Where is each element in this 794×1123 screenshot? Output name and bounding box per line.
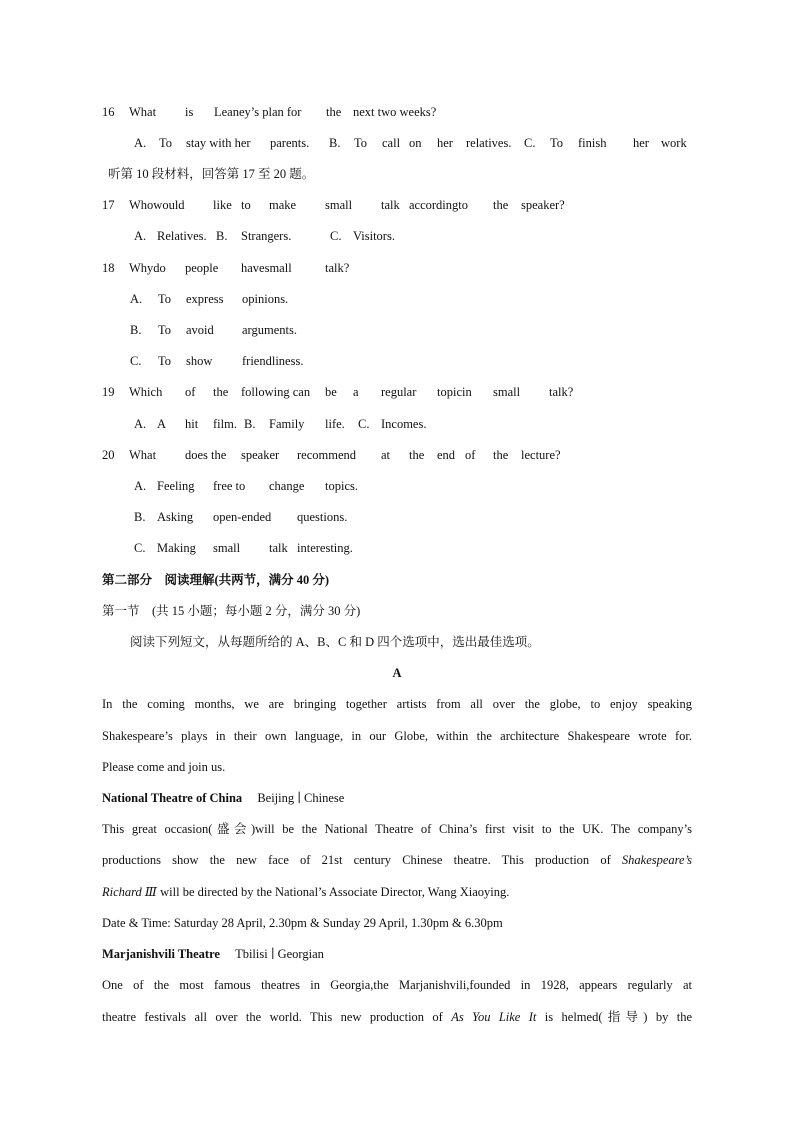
passage-label: A: [392, 666, 402, 680]
listening-instruction: 听第 10 段材料，回答第 17 至 20 题。: [108, 167, 315, 181]
option-b-text: open-ended: [213, 510, 272, 524]
question-word: talk?: [325, 261, 350, 275]
theatre-description-line: [102, 1009, 692, 1025]
theatre-description-line: This great occasion(盛会)will be the National Theatre of China’s first visit to the UK. The company’s: [102, 822, 692, 836]
option-b-text: life.: [325, 417, 345, 431]
option-c-text: To: [158, 354, 172, 368]
question-word: make: [269, 198, 297, 212]
option-a-text: stay with her: [186, 136, 251, 150]
intro-line: Please come and join us.: [102, 760, 226, 774]
question-word: next two weeks?: [353, 105, 437, 119]
question-word: does the: [185, 448, 227, 462]
theatre-description-line: One of the most famous theatres in Georgia,the Marjanishvili,founded in 1928, appears regularly at: [102, 978, 692, 992]
question-number: 18: [102, 261, 115, 275]
option-c-text: talk: [269, 541, 288, 555]
option-b-text: Strangers.: [241, 229, 292, 243]
option-a-text: change: [269, 479, 305, 493]
question-word: the: [326, 105, 342, 119]
option-a-text: hit: [185, 417, 199, 431]
option-c-text: small: [213, 541, 241, 555]
option-a-text: parents.: [270, 136, 310, 150]
option-c-text: work: [661, 136, 687, 150]
option-b-text: questions.: [297, 510, 348, 524]
option-c-mark: C.: [330, 229, 342, 243]
option-a-mark: A.: [134, 229, 147, 243]
question-word: the: [213, 385, 229, 399]
question-word: a: [353, 385, 359, 399]
question-word: Leaney’s plan for: [214, 105, 302, 119]
option-b-text: call: [382, 136, 401, 150]
theatre-description-line: [102, 852, 692, 868]
option-b-text: To: [158, 323, 172, 337]
question-word: lecture?: [521, 448, 561, 462]
option-b-mark: B.: [329, 136, 341, 150]
option-b-text: on: [409, 136, 422, 150]
theatre-description-line: [102, 884, 509, 900]
option-c-text: show: [186, 354, 213, 368]
option-c-text: To: [550, 136, 564, 150]
description-text: theatre festivals all over the world. This new production of: [102, 1010, 443, 1024]
option-c-mark: C.: [130, 354, 142, 368]
option-c-text: friendliness.: [242, 354, 304, 368]
question-word: recommend: [297, 448, 357, 462]
option-c-mark: C.: [358, 417, 370, 431]
question-word: Whowould: [129, 198, 185, 212]
question-word: like: [213, 198, 232, 212]
question-word: the: [493, 198, 509, 212]
option-a-text: topics.: [325, 479, 358, 493]
option-c-text: interesting.: [297, 541, 353, 555]
performance-datetime: Date & Time: Saturday 28 April, 2.30pm & Sunday 29 April, 1.30pm & 6.30pm: [102, 916, 503, 930]
option-b-mark: B.: [216, 229, 228, 243]
question-word: small: [493, 385, 521, 399]
play-title: As You Like It: [451, 1010, 537, 1024]
option-b-text: relatives.: [466, 136, 512, 150]
option-b-mark: B.: [130, 323, 142, 337]
option-c-mark: C.: [134, 541, 146, 555]
question-word: speaker: [241, 448, 280, 462]
option-c-text: Incomes.: [381, 417, 427, 431]
play-title: Richard Ⅲ: [102, 885, 157, 899]
theatre-location: Beijing ∣ Chinese: [257, 791, 345, 805]
question-word: small: [325, 198, 353, 212]
theatre-name: Marjanishvili Theatre: [102, 947, 220, 961]
option-a-text: Feeling: [157, 479, 195, 493]
description-text: is helmed(指导) by the: [544, 1010, 693, 1024]
question-word: Which: [129, 385, 163, 399]
option-c-text: her: [633, 136, 649, 150]
question-word: speaker?: [521, 198, 565, 212]
play-title: Shakespeare’s: [621, 853, 693, 867]
question-word: of: [465, 448, 476, 462]
option-a-text: To: [159, 136, 173, 150]
question-word: at: [381, 448, 391, 462]
question-word: following can: [241, 385, 311, 399]
question-word: havesmall: [241, 261, 292, 275]
option-a-mark: A.: [134, 479, 147, 493]
option-a-mark: A.: [134, 417, 147, 431]
option-c-text: finish: [578, 136, 607, 150]
option-b-text: avoid: [186, 323, 214, 337]
reading-instruction: 阅读下列短文，从每题所给的 A、B、C 和 D 四个选项中，选出最佳选项。: [130, 635, 540, 649]
question-word: Whydo: [129, 261, 166, 275]
option-a-mark: A.: [134, 136, 147, 150]
option-b-text: Asking: [157, 510, 194, 524]
theatre-location: Tbilisi ∣ Georgian: [235, 947, 324, 961]
option-a-text: film.: [213, 417, 237, 431]
option-a-text: Relatives.: [157, 229, 207, 243]
question-word: What: [129, 105, 157, 119]
question-word: be: [325, 385, 337, 399]
option-c-text: Visitors.: [353, 229, 395, 243]
intro-line: Shakespeare’s plays in their own language, in our Globe, within the architecture Shakespeare wrote for.: [102, 729, 692, 743]
theatre-heading: [102, 790, 344, 806]
description-text: productions show the new face of 21st century Chinese theatre. This production of: [102, 853, 611, 867]
question-word: end: [437, 448, 456, 462]
question-word: people: [185, 261, 219, 275]
option-b-mark: B.: [244, 417, 256, 431]
intro-line: In the coming months, we are bringing together artists from all over the globe, to enjoy speaking: [102, 697, 692, 711]
option-b-text: Family: [269, 417, 305, 431]
section-one-heading: 第一节 (共 15 小题；每小题 2 分，满分 30 分): [102, 604, 361, 618]
option-a-text: express: [186, 292, 224, 306]
part-two-heading: 第二部分 阅读理解(共两节，满分 40 分): [102, 573, 330, 587]
option-b-text: her: [437, 136, 453, 150]
question-word: What: [129, 448, 157, 462]
question-number: 19: [102, 385, 115, 399]
option-c-mark: C.: [524, 136, 536, 150]
question-word: the: [493, 448, 509, 462]
option-b-mark: B.: [134, 510, 146, 524]
theatre-heading: [102, 946, 324, 962]
question-number: 20: [102, 448, 115, 462]
question-word: of: [185, 385, 196, 399]
question-word: is: [185, 105, 194, 119]
option-a-text: opinions.: [242, 292, 289, 306]
theatre-name: National Theatre of China: [102, 791, 243, 805]
question-word: accordingto: [409, 198, 469, 212]
option-c-text: Making: [157, 541, 196, 555]
question-word: talk?: [549, 385, 574, 399]
question-number: 17: [102, 198, 115, 212]
option-a-text: free to: [213, 479, 246, 493]
option-b-text: To: [354, 136, 368, 150]
question-word: regular: [381, 385, 417, 399]
option-a-mark: A.: [130, 292, 143, 306]
option-a-text: A: [157, 417, 167, 431]
question-word: topicin: [437, 385, 472, 399]
question-word: the: [409, 448, 425, 462]
option-b-text: arguments.: [242, 323, 297, 337]
question-number: 16: [102, 105, 115, 119]
description-text: will be directed by the National’s Associate Director, Wang Xiaoying.: [160, 885, 510, 899]
option-a-text: To: [158, 292, 172, 306]
question-word: talk: [381, 198, 400, 212]
question-word: to: [241, 198, 251, 212]
